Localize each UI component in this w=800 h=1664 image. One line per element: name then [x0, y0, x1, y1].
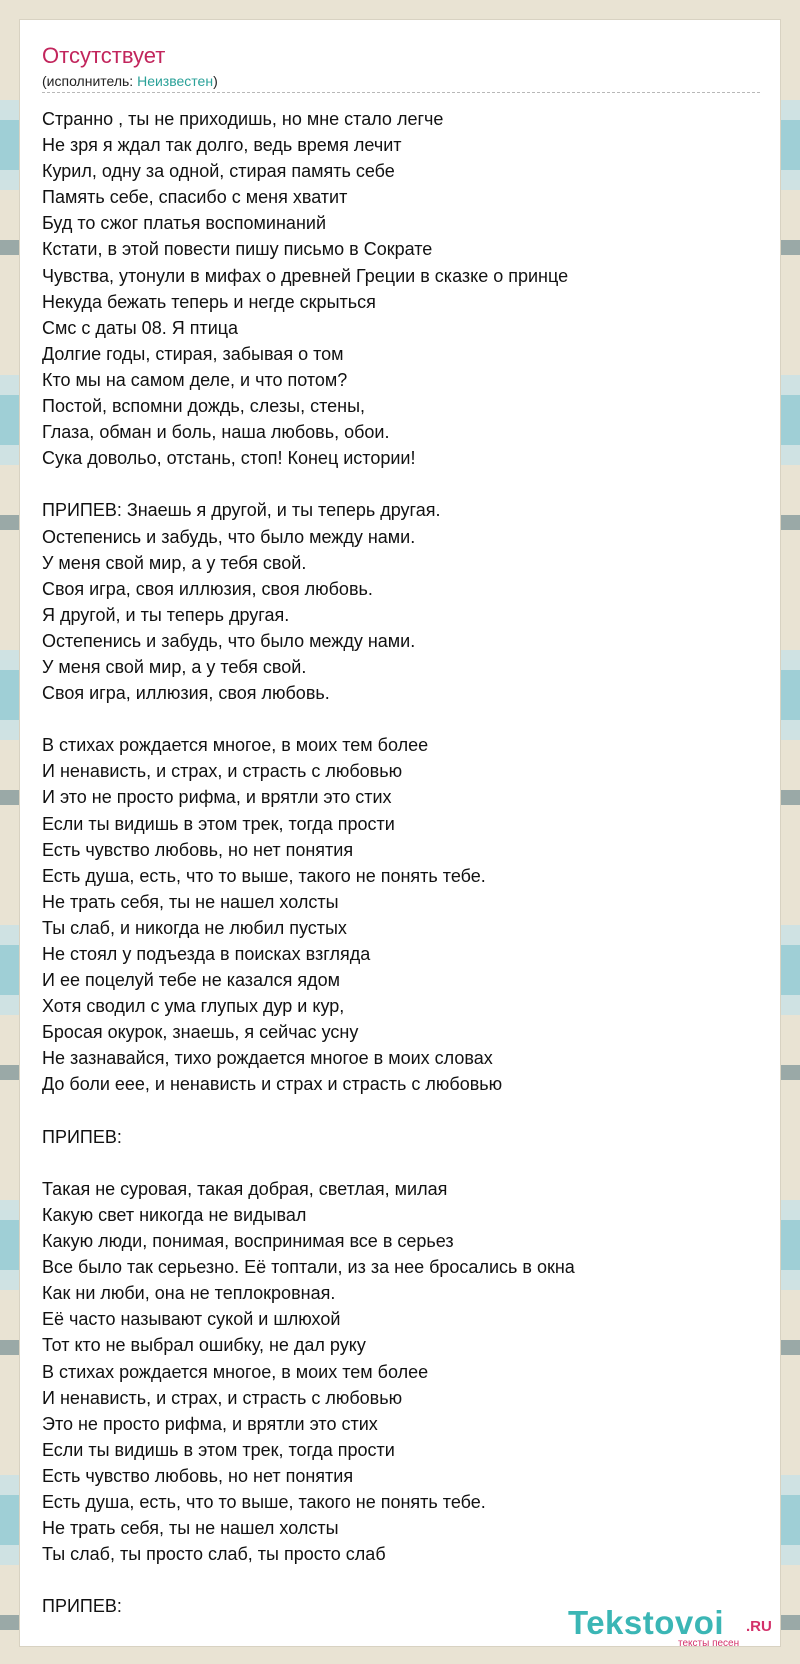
lyric-line: Остепенись и забудь, что было между нами. — [42, 526, 416, 547]
lyric-line: Не зазнавайся, тихо рождается многое в моих словах — [42, 1048, 493, 1069]
lyrics-card — [20, 20, 780, 1649]
lyric-line: Есть душа, есть, что то выше, такого не понять тебе. — [42, 1491, 486, 1512]
lyric-line: У меня свой мир, а у тебя свой. — [42, 552, 307, 573]
lyric-line: Не трать себя, ты не нашел холсты — [42, 891, 339, 912]
lyric-line: И ненависть, и страх, и страсть с любовью — [42, 1387, 403, 1408]
lyric-line: Такая не суровая, такая добрая, светлая, милая — [42, 1178, 448, 1199]
site-logo[interactable] — [568, 1604, 772, 1649]
lyric-line: Ты слаб, и никогда не любил пустых — [42, 917, 347, 938]
lyric-line: Тот кто не выбрал ошибку, не дал руку — [42, 1335, 366, 1356]
lyric-line: Какую люди, понимая, воспринимая все в серьез — [42, 1231, 454, 1252]
artist-prefix: (исполнитель: — [42, 73, 138, 89]
lyric-line: Не зря я ждал так долго, ведь время лечит — [42, 135, 402, 156]
lyric-line: Если ты видишь в этом трек, тогда прости — [42, 1439, 395, 1460]
lyric-line: В стихах рождается многое, в моих тем более — [42, 1361, 429, 1382]
lyric-line: Смс с даты 08. Я птица — [42, 317, 239, 338]
song-subtitle — [42, 73, 218, 90]
lyric-line: Буд то сжог платья воспоминаний — [42, 213, 326, 234]
lyric-line: Долгие годы, стирая, забывая о том — [42, 343, 344, 364]
lyric-line — [42, 1567, 762, 1593]
logo-domain: .RU — [746, 1618, 772, 1635]
lyric-line: Некуда бежать теперь и негде скрыться — [42, 291, 376, 312]
song-title: Отсутствует — [42, 43, 166, 68]
logo-tagline: тексты песен — [678, 1638, 740, 1649]
artist-suffix: ) — [213, 73, 218, 89]
lyric-line — [42, 706, 762, 732]
lyric-line: Есть чувство любовь, но нет понятия — [42, 1465, 354, 1486]
lyric-line: Глаза, обман и боль, наша любовь, обои. — [42, 422, 390, 443]
lyric-line: Как ни люби, она не теплокровная. — [42, 1283, 336, 1304]
lyric-line — [42, 1150, 762, 1176]
lyric-line: До боли еее, и ненависть и страх и страсть с любовью — [42, 1074, 503, 1095]
lyric-line: Курил, одну за одной, стирая память себе — [42, 161, 395, 182]
lyric-line: Ты слаб, ты просто слаб, ты просто слаб — [42, 1544, 386, 1565]
lyric-line: ПРИПЕВ: — [42, 1126, 122, 1147]
lyric-line: Кстати, в этой повести пишу письмо в Сократе — [42, 239, 433, 260]
lyric-line: У меня свой мир, а у тебя свой. — [42, 656, 307, 677]
lyrics-text — [42, 106, 762, 1619]
lyric-line: Постой, вспомни дождь, слезы, стены, — [42, 396, 366, 417]
lyric-line: В стихах рождается многое, в моих тем более — [42, 735, 429, 756]
artist-link[interactable]: Неизвестен — [137, 73, 214, 89]
lyric-line: Кто мы на самом деле, и что потом? — [42, 369, 348, 390]
divider — [42, 92, 760, 93]
lyric-line: ПРИПЕВ: — [42, 1596, 122, 1617]
lyric-line: Хотя сводил с ума глупых дур и кур, — [42, 996, 345, 1017]
lyric-line: Своя игра, иллюзия, своя любовь. — [42, 683, 330, 704]
lyric-line: Странно , ты не приходишь, но мне стало легче — [42, 109, 444, 129]
lyric-line: Если ты видишь в этом трек, тогда прости — [42, 813, 395, 834]
lyric-line: Чувства, утонули в мифах о древней Греции в сказке о принце — [42, 265, 569, 286]
lyric-line: Не стоял у подъезда в поисках взгляда — [42, 944, 371, 964]
lyric-line: Не трать себя, ты не нашел холсты — [42, 1518, 339, 1539]
lyric-line: Бросая окурок, знаешь, я сейчас усну — [42, 1022, 359, 1043]
lyric-line: И ее поцелуй тебе не казался ядом — [42, 970, 340, 991]
lyric-line: Есть душа, есть, что то выше, такого не понять тебе. — [42, 865, 486, 886]
lyric-line: Есть чувство любовь, но нет понятия — [42, 839, 354, 860]
lyric-line — [42, 1098, 762, 1124]
lyric-line — [42, 471, 762, 497]
lyric-line: Сука довольо, отстань, стоп! Конец истории! — [42, 448, 416, 469]
logo-wordmark: Tekstovoi — [568, 1604, 725, 1641]
lyric-line: Это не просто рифма, и врятли это стих — [42, 1413, 378, 1434]
lyric-line: Какую свет никогда не видывал — [42, 1204, 307, 1225]
lyric-line: Все было так серьезно. Её топтали, из за нее бросались в окна — [42, 1257, 575, 1278]
lyric-line: Её часто называют сукой и шлюхой — [42, 1309, 341, 1330]
lyric-line: Память себе, спасибо с меня хватит — [42, 187, 348, 208]
lyric-line: ПРИПЕВ: Знаешь я другой, и ты теперь другая. — [42, 500, 441, 521]
lyric-line: Остепенись и забудь, что было между нами. — [42, 630, 416, 651]
lyric-line: И ненависть, и страх, и страсть с любовью — [42, 761, 403, 782]
lyric-line: Своя игра, своя иллюзия, своя любовь. — [42, 578, 373, 599]
lyric-line: Я другой, и ты теперь другая. — [42, 604, 290, 625]
lyric-line: И это не просто рифма, и врятли это стих — [42, 787, 392, 808]
